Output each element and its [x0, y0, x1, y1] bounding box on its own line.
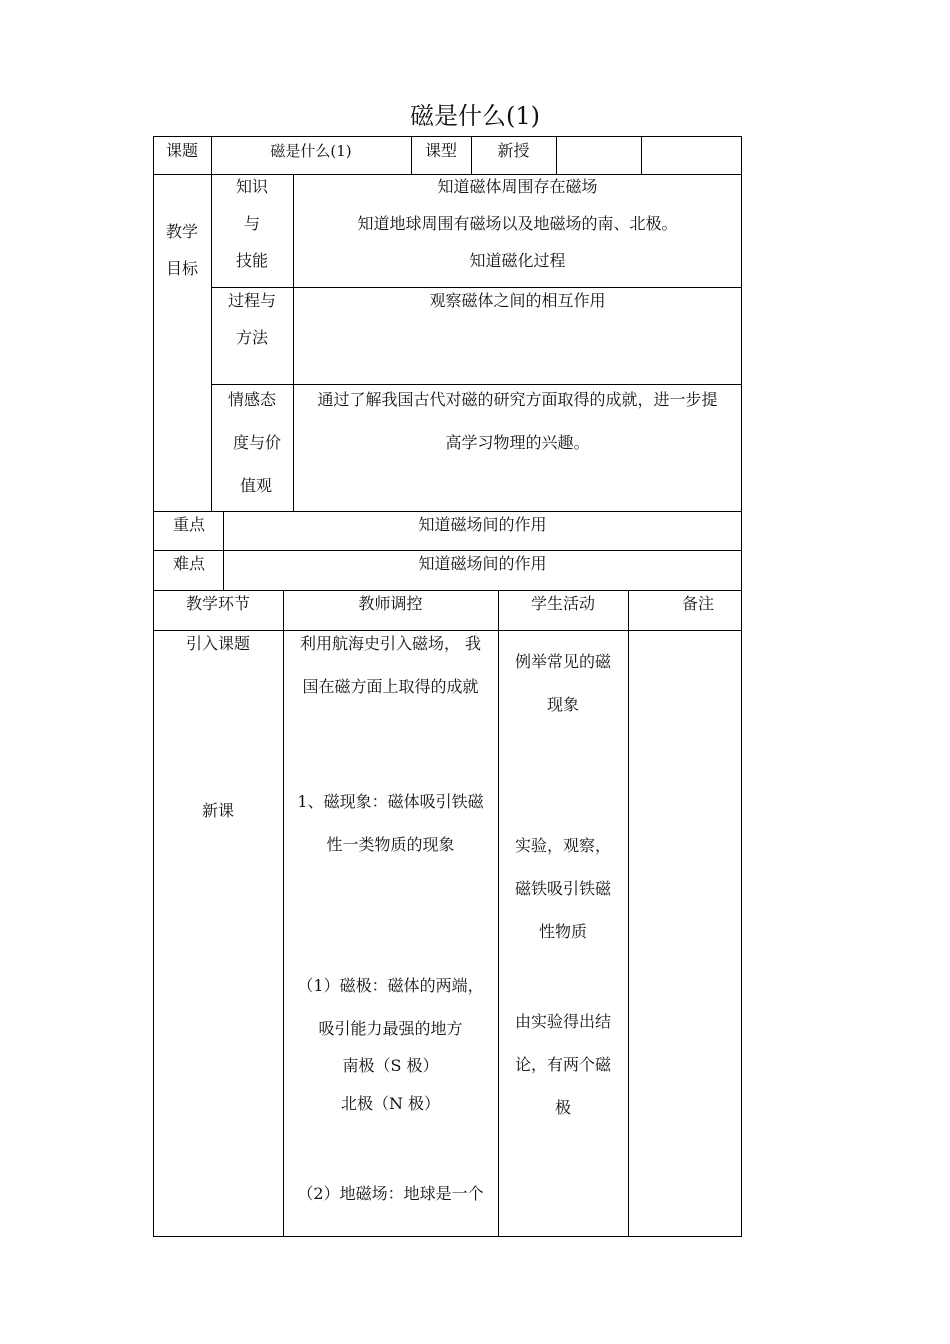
col-divider — [498, 590, 499, 1237]
emotion-label: 值观 — [239, 476, 272, 495]
row-divider — [211, 384, 742, 385]
student-text: 磁铁吸引铁磁 — [514, 879, 611, 898]
student-text: 实验，观察， — [514, 836, 611, 855]
col-header: 学生活动 — [530, 594, 595, 613]
emotion-label: 度与价 — [232, 433, 281, 452]
student-text: 现象 — [546, 695, 579, 714]
student-text: 例举常见的磁 — [514, 652, 611, 671]
stage-label: 新课 — [201, 801, 234, 820]
difficulty-value: 知道磁场间的作用 — [418, 554, 547, 573]
key-point-value: 知道磁场间的作用 — [418, 515, 547, 534]
knowledge-text: 知道磁体周围存在磁场 — [437, 177, 598, 196]
teacher-text: 南极（S 极） — [342, 1056, 439, 1075]
teacher-text: （1）磁极：磁体的两端， — [297, 976, 484, 995]
difficulty-label: 难点 — [173, 554, 206, 573]
student-text: 由实验得出结 — [514, 1012, 611, 1031]
row-divider — [153, 511, 742, 512]
col-header: 备注 — [681, 594, 714, 613]
type-label: 课型 — [424, 141, 457, 160]
teacher-text: 1、磁现象：磁体吸引铁磁 — [297, 792, 484, 811]
page-title: 磁是什么(1) — [410, 102, 540, 130]
type-value: 新授 — [497, 141, 530, 160]
key-point-label: 重点 — [173, 515, 206, 534]
objectives-label: 目标 — [165, 259, 198, 278]
knowledge-label: 与 — [243, 214, 260, 233]
teacher-text: 北极（N 极） — [340, 1094, 441, 1113]
stage-label: 引入课题 — [185, 634, 250, 653]
row-divider — [153, 630, 742, 631]
col-divider — [628, 590, 629, 1237]
process-method-label: 方法 — [235, 328, 268, 347]
row-divider — [153, 590, 742, 591]
knowledge-text: 知道地球周围有磁场以及地磁场的南、北极。 — [357, 214, 678, 233]
student-text: 论，有两个磁 — [514, 1055, 611, 1074]
col-divider — [641, 137, 642, 174]
knowledge-label: 知识 — [235, 177, 268, 196]
teacher-text: 吸引能力最强的地方 — [318, 1019, 463, 1038]
knowledge-text: 知道磁化过程 — [469, 251, 566, 270]
row-divider — [153, 550, 742, 551]
teacher-text: 性一类物质的现象 — [326, 835, 455, 854]
objectives-label: 教学 — [165, 222, 198, 241]
student-text: 性物质 — [538, 922, 587, 941]
emotion-text: 通过了解我国古代对磁的研究方面取得的成就，进一步提 — [317, 390, 718, 409]
row-divider — [153, 174, 742, 175]
col-divider — [556, 137, 557, 174]
topic-value: 磁是什么(1) — [270, 142, 352, 160]
student-text: 极 — [554, 1098, 571, 1117]
teacher-text: （2）地磁场：地球是一个 — [297, 1184, 484, 1203]
col-header: 教学环节 — [185, 594, 250, 613]
emotion-label: 情感态 — [227, 390, 276, 409]
col-header: 教师调控 — [358, 594, 423, 613]
row-divider — [211, 287, 742, 288]
process-method-text: 观察磁体之间的相互作用 — [429, 291, 606, 310]
teacher-text: 国在磁方面上取得的成就 — [302, 677, 479, 696]
teacher-text: 利用航海史引入磁场， 我 — [299, 634, 482, 653]
process-method-label: 过程与 — [227, 291, 276, 310]
emotion-text: 高学习物理的兴趣。 — [445, 433, 590, 452]
topic-label: 课题 — [165, 141, 198, 160]
knowledge-label: 技能 — [235, 251, 268, 270]
